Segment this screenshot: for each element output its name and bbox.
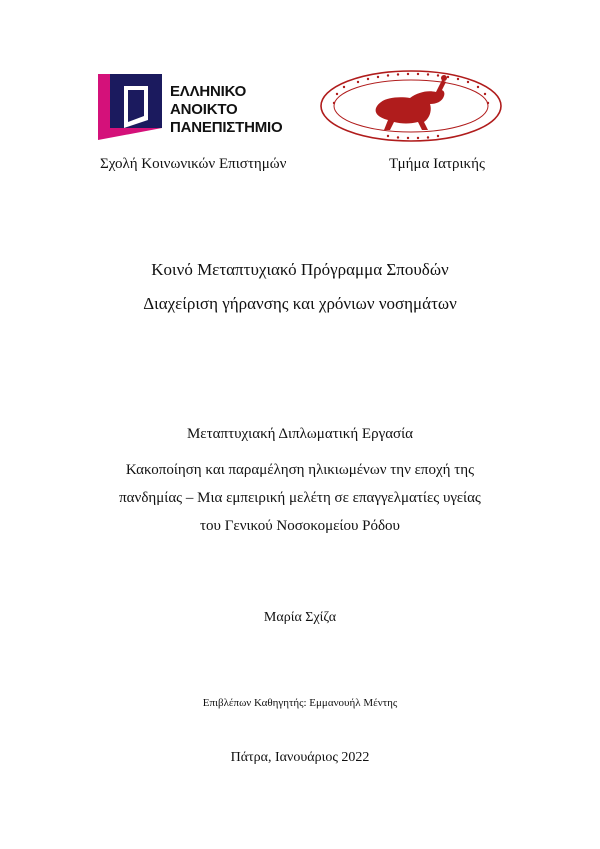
program-title: Κοινό Μεταπτυχιακό Πρόγραμμα Σπουδών [151,260,449,279]
eap-emblem-icon [98,70,170,142]
department-name: Τμήμα Ιατρικής [389,156,485,172]
thesis-type: Μεταπτυχιακή Διπλωματική Εργασία [186,426,414,442]
seal-icon [318,68,504,144]
hellenic-open-university-logo [98,70,288,142]
eap-logo-line-3: ΠΑΝΕΠΙΣΤΗΜΙΟ [170,119,283,136]
eap-logo-line-2: ΑΝΟΙΚΤΟ [170,101,238,118]
university-of-patras-seal [318,68,504,144]
thesis-title: Κακοποίηση και παραμέληση ηλικιωμένων την εποχή της πανδημίας – Μια εμπειρική μελέτη σε επαγγελματίες υγείας του Γενικού Νοσοκομείου Ρόδου [119,462,481,534]
place-date: Πάτρα, Ιανουάριος 2022 [230,750,370,765]
supervisor: Επιβλέπων Καθηγητής: Εμμανουήλ Μέντης [202,697,398,709]
program-specialization: Διαχείριση γήρανσης και χρόνιων νοσημάτων [143,294,457,313]
author-name: Μαρία Σχίζα [263,610,337,625]
school-name: Σχολή Κοινωνικών Επιστημών [100,156,287,172]
eap-logo-line-1: ΕΛΛΗΝΙΚΟ [170,83,247,100]
